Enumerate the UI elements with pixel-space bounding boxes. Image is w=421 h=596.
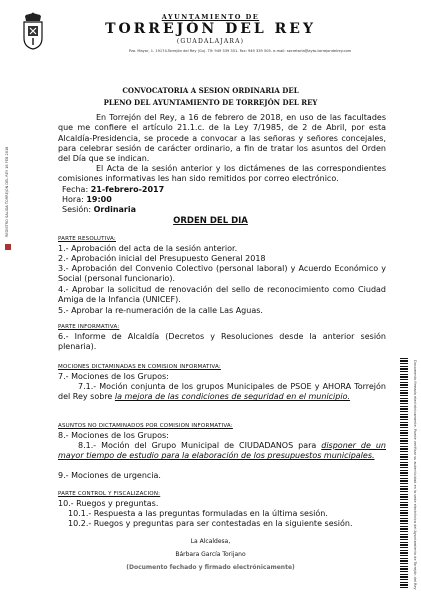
resolutiva-item-5: 5.- Aprobar la re-numeración de la calle Las Aguas.: [58, 306, 263, 315]
moción-8-1-text: 8.1.- Moción del Grupo Municipal de CIUDADANOS para: [78, 441, 322, 450]
informativa-heading: PARTE INFORMATIVA:: [58, 324, 120, 330]
moción-7-1-subject: la mejora de las condiciones de seguridad en el municipio.: [114, 392, 351, 402]
intro-paragraph-1: En Torrejón del Rey, a 16 de febrero de 2018, en uso de las facultades que me confiere el artículo 21.1.c. de la Ley 7/1985, de 2 de Abril, por esta Alcaldía-Presidencia, se procede a convocar a las señoras y señores concejales, para celebrar sesión de carácter ordinario, a fin de tratar los asuntos del Orden del Día que se indican.: [58, 113, 386, 164]
registro-stamp-text: REGISTRO SALIDA TORREJÓN DEL REY 16 FEB 2018: [5, 146, 9, 237]
sesion-line: [62, 205, 136, 215]
moción-8-1-subject: disponer de un mayor tiempo de estudio para la elaboración de los presupuestos municipales.: [58, 441, 386, 461]
intro-paragraph-2: El Acta de la sesión anterior y los dictámenes de las correspondientes comisiones informativas les han sido remitidos por correo electrónico.: [58, 164, 386, 184]
title-line-1: CONVOCATORIA A SESION ORDINARIA DEL: [122, 86, 299, 95]
verification-text: Documento firmado electrónicamente. Puede verificar su autenticidad en la sede electrónica del Ayuntamiento de Torrejón del Rey: [413, 360, 417, 590]
resolutiva-item-4: 4.- Aprobar la solicitud de renovación del sello de reconocimiento como Ciudad Amiga de la Infancia (UNICEF).: [58, 285, 386, 305]
header-address: Pza. Mayor, 1. 19174-Torrejón del Rey (Gu). Tlf: 949 339 351. Fax: 949 339 505. e-mail: secretaria@ayto-torrejondelrey.com: [128, 49, 352, 53]
no-dictaminados-item-8-1: [58, 441, 386, 462]
hora-value: 19:00: [86, 195, 112, 204]
dictaminadas-item-7-1: [58, 382, 386, 403]
title-line-2: PLENO DEL AYUNTAMIENTO DE TORREJÓN DEL REY: [103, 98, 318, 107]
hora-line: [62, 195, 112, 205]
control-item-10-1: 10.1.- Respuesta a las preguntas formuladas en la última sesión.: [68, 509, 328, 518]
signature-name: Bárbara García Torijano: [175, 551, 246, 558]
no-dictaminados-heading: ASUNTOS NO DICTAMINADOS POR COMISION INFORMATIVA:: [58, 423, 233, 429]
fecha-label: Fecha:: [62, 185, 89, 194]
sesion-label: Sesión:: [62, 205, 92, 214]
control-heading: PARTE CONTROL Y FISCALIZACION:: [58, 491, 161, 497]
sesion-value: Ordinaria: [93, 205, 137, 214]
informativa-item: 6.- Informe de Alcaldía (Decretos y Resoluciones desde la anterior sesión plenaria).: [58, 332, 386, 352]
fecha-value: 21-febrero-2017: [90, 185, 165, 194]
no-dictaminados-item-9: 9.- Mociones de urgencia.: [58, 471, 161, 480]
signature-note: (Documento fechado y firmado electrónicamente): [126, 564, 295, 571]
header-ayuntamiento: AYUNTAMIENTO DE: [161, 13, 260, 21]
resolutiva-item-3: 3.- Aprobación del Convenio Colectivo (personal laboral) y Acuerdo Económico y Social (personal funcionario).: [58, 264, 386, 284]
control-item-10-2: 10.2.- Ruegos y preguntas para ser contestadas en la siguiente sesión.: [68, 519, 353, 528]
signature-role: La Alcaldesa,: [190, 538, 231, 545]
orden-del-dia-title: ORDEN DEL DIA: [173, 216, 248, 226]
header-town: TORREJÓN DEL REY: [105, 21, 316, 37]
moción-7-1-text: 7.1.- Moción conjunta de los grupos Municipales de PSOE y AHORA Torrejón del Rey sobre: [58, 382, 386, 402]
header-province: (GUADALAJARA): [176, 38, 245, 45]
resolutiva-item-2: 2.- Aprobación inicial del Presupuesto General 2018: [58, 254, 266, 263]
dictaminadas-heading: MOCIONES DICTAMINADAS EN COMISION INFORMATIVA:: [58, 364, 221, 370]
resolutiva-item-1: 1.- Aprobación del acta de la sesión anterior.: [58, 244, 238, 253]
stamp-mark: [5, 244, 11, 250]
control-item-10: 10.- Ruegos y preguntas.: [58, 499, 159, 508]
no-dictaminados-item-8: 8.- Mociones de los Grupos:: [58, 431, 169, 440]
resolutiva-heading: PARTE RESOLUTIVA:: [58, 236, 116, 242]
hora-label: Hora:: [62, 195, 84, 204]
fecha-line: [62, 185, 164, 195]
right-margin-verification: [395, 360, 417, 590]
dictaminadas-item-7: 7.- Mociones de los Grupos:: [58, 372, 169, 381]
